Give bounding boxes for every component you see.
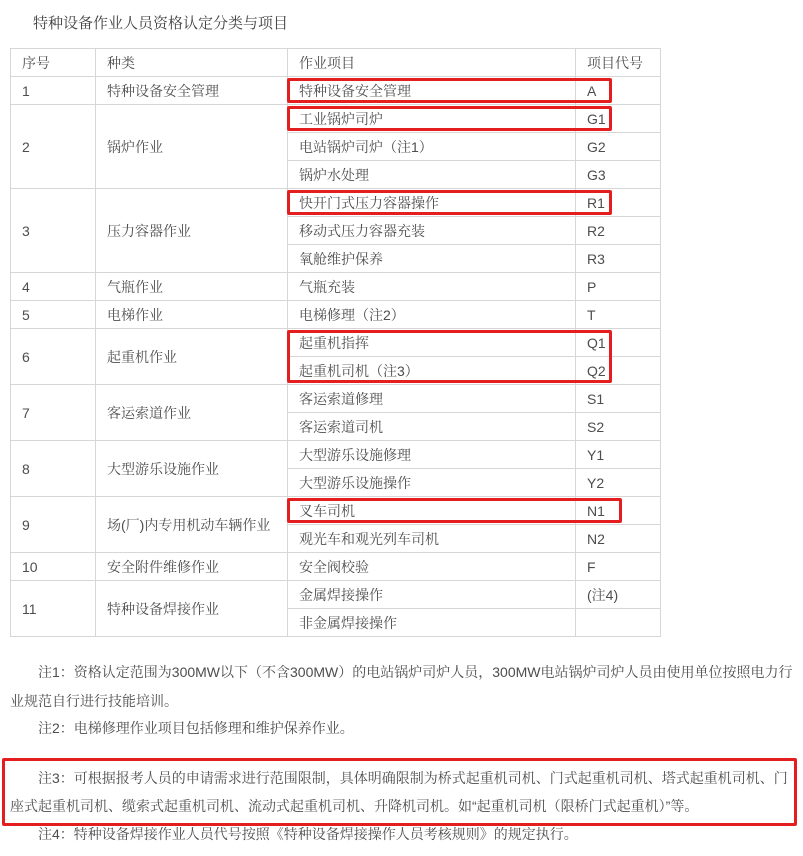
cell-no: 8 [11,441,96,497]
cell-no: 3 [11,189,96,273]
cell-category: 大型游乐设施作业 [96,441,288,497]
cell-code: T [576,301,661,329]
cell-category: 起重机作业 [96,329,288,385]
cell-no: 7 [11,385,96,441]
note-2: 注2：电梯修理作业项目包括修理和维护保养作业。 [38,720,354,736]
cell-project: 工业锅炉司炉 [288,105,576,133]
cell-project: 移动式压力容器充装 [288,217,576,245]
table-row [11,301,661,329]
cell-project: 起重机司机（注3） [288,357,576,385]
cell-project: 叉车司机 [288,497,576,525]
cell-project: 大型游乐设施操作 [288,469,576,497]
cell-category: 特种设备安全管理 [96,77,288,105]
cell-no: 9 [11,497,96,553]
cell-code: G1 [576,105,661,133]
cell-project: 大型游乐设施修理 [288,441,576,469]
table-row [11,273,661,301]
cell-no: 2 [11,105,96,189]
cell-category: 安全附件维修作业 [96,553,288,581]
cell-project: 安全阀校验 [288,553,576,581]
cell-project: 锅炉水处理 [288,161,576,189]
cell-code: R1 [576,189,661,217]
qualification-table [10,48,661,637]
cell-category: 压力容器作业 [96,189,288,273]
cell-no: 5 [11,301,96,329]
cell-code: Y1 [576,441,661,469]
cell-no: 10 [11,553,96,581]
cell-code: A [576,77,661,105]
cell-code: S2 [576,413,661,441]
cell-category: 客运索道作业 [96,385,288,441]
cell-project: 电站锅炉司炉（注1） [288,133,576,161]
cell-no: 11 [11,581,96,637]
cell-project: 电梯修理（注2） [288,301,576,329]
table-body [11,77,661,637]
table-row [11,385,661,413]
cell-code: R3 [576,245,661,273]
cell-category: 气瓶作业 [96,273,288,301]
cell-project: 起重机指挥 [288,329,576,357]
cell-code: Y2 [576,469,661,497]
table-row [11,77,661,105]
note-3: 注3：可根据报考人员的申请需求进行范围限制，具体明确限制为桥式起重机司机、门式起重机司机、塔式起重机司机、门座式起重机司机、缆索式起重机司机、流动式起重机司机、升降机司机。如“起重机司机（限桥门式起重机）”等。 [10,770,788,814]
cell-project: 特种设备安全管理 [288,77,576,105]
cell-category: 锅炉作业 [96,105,288,189]
col-header-project: 作业项目 [288,49,576,77]
cell-code: N1 [576,497,661,525]
cell-project: 气瓶充装 [288,273,576,301]
cell-code: Q1 [576,329,661,357]
col-header-code: 项目代号 [576,49,661,77]
cell-project: 氧舱维护保养 [288,245,576,273]
cell-code: N2 [576,525,661,553]
cell-project: 客运索道修理 [288,385,576,413]
cell-project: 客运索道司机 [288,413,576,441]
header-row [11,49,661,77]
note-1: 注1：资格认定范围为300MW以下（不含300MW）的电站锅炉司炉人员，300MW电站锅炉司炉人员由使用单位按照电力行业规范自行进行技能培训。 [10,664,793,709]
note-4: 注4：特种设备焊接作业人员代号按照《特种设备焊接操作人员考核规则》的规定执行。 [38,826,578,842]
cell-code: G2 [576,133,661,161]
table-row [11,581,661,609]
table-header [11,49,661,77]
cell-code: R2 [576,217,661,245]
cell-no: 4 [11,273,96,301]
table-row [11,105,661,133]
cell-project: 快开门式压力容器操作 [288,189,576,217]
cell-no: 1 [11,77,96,105]
cell-project: 金属焊接操作 [288,581,576,609]
table-row [11,441,661,469]
cell-code: Q2 [576,357,661,385]
page-title: 特种设备作业人员资格认定分类与项目 [33,15,289,32]
cell-no: 6 [11,329,96,385]
cell-project: 非金属焊接操作 [288,609,576,637]
table-row [11,553,661,581]
cell-code: (注4) [576,581,661,609]
cell-category: 场(厂)内专用机动车辆作业 [96,497,288,553]
cell-category: 特种设备焊接作业 [96,581,288,637]
table-row [11,497,661,525]
note-3-highlight-box [2,758,797,826]
table-row [11,329,661,357]
cell-project: 观光车和观光列车司机 [288,525,576,553]
qualification-table-wrapper [10,48,661,637]
col-header-no: 序号 [11,49,96,77]
col-header-category: 种类 [96,49,288,77]
cell-code: G3 [576,161,661,189]
cell-category: 电梯作业 [96,301,288,329]
cell-code: S1 [576,385,661,413]
cell-code [576,609,661,637]
table-row [11,189,661,217]
cell-code: F [576,553,661,581]
cell-code: P [576,273,661,301]
